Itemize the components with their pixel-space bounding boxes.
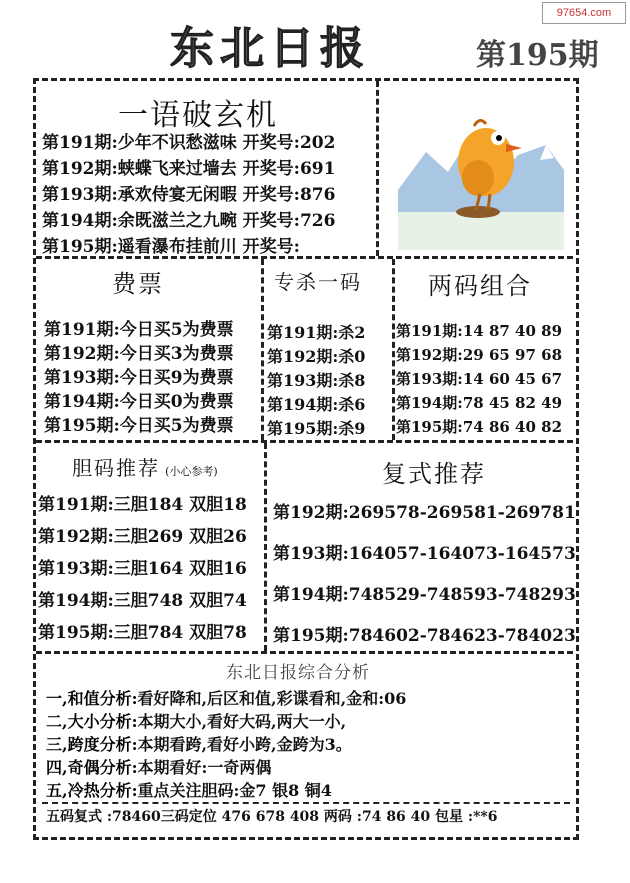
- yiyu-row: 第191期:少年不识愁滋味 开奖号:202: [42, 133, 336, 153]
- danma-title: 胆码推荐: [72, 456, 160, 480]
- feipiao-title: 费票: [112, 270, 164, 298]
- analysis-key: 一,和值分析:: [46, 689, 138, 708]
- zhuansha-row: 第194期:杀6: [267, 395, 366, 414]
- fushi-row: 第193期:164057-164073-164573: [273, 544, 576, 564]
- analysis-row: [46, 755, 406, 778]
- analysis-row: [46, 709, 406, 732]
- liangma-row: 第195期:74 86 40 82: [396, 418, 563, 436]
- feipiao-list: [44, 315, 234, 435]
- analysis-text: 本期看跨,看好小跨,金跨为3。: [137, 735, 352, 754]
- analysis-row: [46, 778, 406, 801]
- analysis-text: 重点关注胆码:金7 银8 铜4: [137, 781, 332, 800]
- fushi-title: 复式推荐: [382, 460, 486, 488]
- liangma-title: 两码组合: [428, 272, 532, 300]
- liangma-row: 第192期:29 65 97 68: [396, 346, 563, 364]
- danma-row: 第192期:三胆269 双胆26: [38, 527, 247, 547]
- danma-list: [38, 490, 247, 650]
- divider: [264, 443, 267, 651]
- yiyu-row: 第194期:余既滋兰之九畹 开奖号:726: [42, 211, 336, 231]
- bird-illustration: [398, 100, 564, 250]
- analysis-footer: 五码复式 :78460三码定位 476 678 408 两码 :74 86 40 包星 :**6: [46, 809, 498, 825]
- liangma-row: 第193期:14 60 45 67: [396, 370, 563, 388]
- zhuansha-title: 专杀一码: [274, 270, 362, 294]
- danma-row: 第191期:三胆184 双胆18: [38, 495, 247, 515]
- divider: [392, 259, 395, 440]
- danma-row: 第193期:三胆164 双胆16: [38, 559, 247, 579]
- feipiao-row: 第192期:今日买3为费票: [44, 344, 234, 364]
- liangma-row: 第194期:78 45 82 49: [396, 394, 563, 412]
- danma-note: (小心参考): [165, 465, 218, 478]
- yiyu-list: [42, 128, 335, 258]
- divider: [376, 81, 379, 256]
- fushi-row: 第194期:748529-748593-748293: [273, 585, 576, 605]
- liangma-list: [396, 320, 562, 440]
- zhuansha-list: [267, 320, 365, 440]
- feipiao-row: 第195期:今日买5为费票: [44, 416, 234, 436]
- zhuansha-row: 第191期:杀2: [267, 323, 366, 342]
- analysis-key: 四,奇偶分析:: [46, 758, 138, 777]
- yiyu-title: 一语破玄机: [118, 98, 278, 133]
- liangma-row: 第191期:14 87 40 89: [396, 322, 563, 340]
- zhuansha-row: 第195期:杀9: [267, 419, 366, 438]
- divider: [261, 259, 264, 440]
- site-watermark: 97654.com: [542, 2, 626, 24]
- analysis-row: [46, 732, 406, 755]
- danma-header: [72, 452, 218, 481]
- divider: [36, 440, 573, 443]
- feipiao-row: 第191期:今日买5为费票: [44, 320, 234, 340]
- analysis-text: 本期看好:一奇两偶: [137, 758, 272, 777]
- analysis-key: 三,跨度分析:: [46, 735, 138, 754]
- analysis-text: 看好降和,后区和值,彩谍看和,金和:06: [137, 689, 407, 708]
- feipiao-row: 第194期:今日买0为费票: [44, 392, 234, 412]
- yiyu-row: 第193期:承欢侍宴无闲暇 开奖号:876: [42, 185, 336, 205]
- yiyu-row: 第195期:遥看瀑布挂前川 开奖号:: [42, 237, 300, 257]
- analysis-row: [46, 686, 406, 709]
- fushi-row: 第192期:269578-269581-269781: [273, 503, 576, 523]
- fushi-list: [273, 498, 576, 662]
- analysis-list: [46, 686, 406, 801]
- analysis-key: 二,大小分析:: [46, 712, 138, 731]
- yiyu-row: 第192期:蛱蝶飞来过墙去 开奖号:691: [42, 159, 336, 179]
- danma-row: 第195期:三胆784 双胆78: [38, 623, 247, 643]
- feipiao-row: 第193期:今日买9为费票: [44, 368, 234, 388]
- masthead-title: 东北日报: [170, 23, 370, 74]
- zhuansha-row: 第192期:杀0: [267, 347, 366, 366]
- analysis-text: 本期大小,看好大码,两大一小,: [137, 712, 347, 731]
- analysis-title: 东北日报综合分析: [226, 663, 370, 683]
- analysis-key: 五,冷热分析:: [46, 781, 138, 800]
- issue-number: 第195期: [476, 38, 599, 73]
- divider: [42, 802, 570, 804]
- fushi-row: 第195期:784602-784623-784023: [273, 626, 576, 646]
- zhuansha-row: 第193期:杀8: [267, 371, 366, 390]
- danma-row: 第194期:三胆748 双胆74: [38, 591, 247, 611]
